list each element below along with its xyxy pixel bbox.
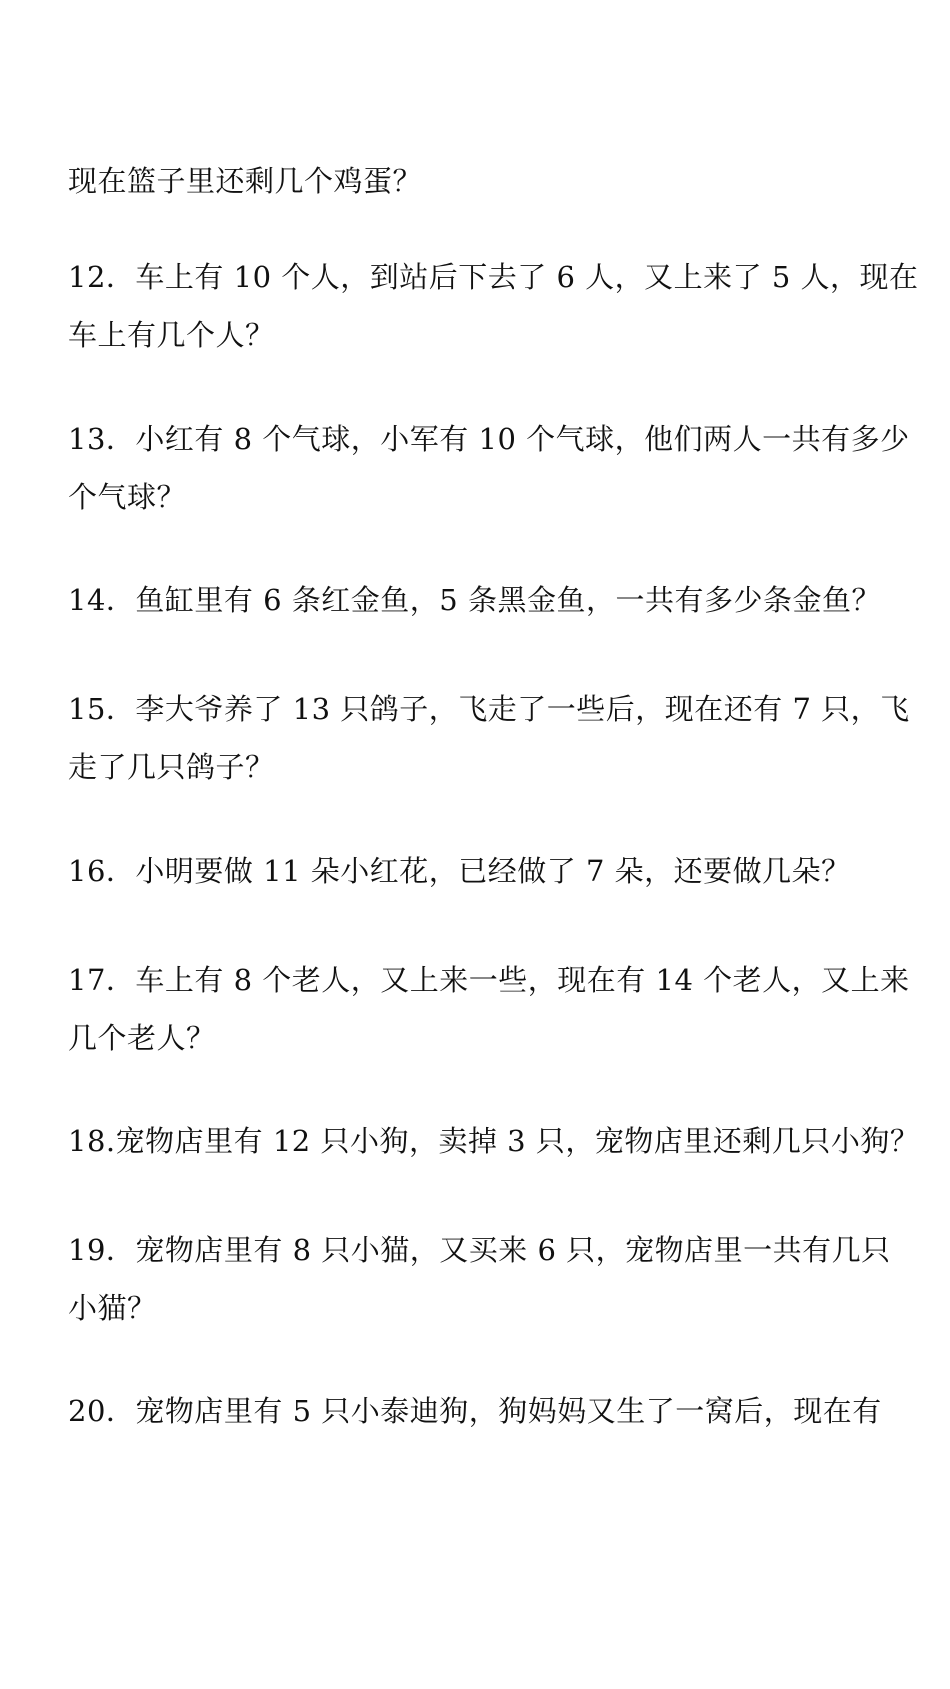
text-line: 14．鱼缸里有 6 条红金鱼，5 条黑金鱼，一共有多少条金鱼？ bbox=[68, 583, 881, 617]
problem-17 bbox=[68, 951, 910, 1067]
text-line: 17．车上有 8 个老人，又上来一些，现在有 14 个老人，又上来 bbox=[68, 963, 910, 997]
problem-13 bbox=[68, 410, 910, 526]
problem-16 bbox=[68, 842, 888, 900]
problem-14 bbox=[68, 571, 888, 629]
text-line: 个气球？ bbox=[68, 480, 187, 514]
paragraph-11-continuation bbox=[68, 152, 888, 210]
problem-18 bbox=[68, 1112, 920, 1170]
text-line: 小猫？ bbox=[68, 1291, 157, 1325]
problem-12 bbox=[68, 248, 919, 364]
text-line: 15．李大爷养了 13 只鸽子，飞走了一些后，现在还有 7 只，飞 bbox=[68, 692, 910, 726]
problem-19 bbox=[68, 1221, 891, 1337]
text-line: 几个老人？ bbox=[68, 1021, 216, 1055]
problem-15 bbox=[68, 680, 910, 796]
text-line: 16．小明要做 11 朵小红花，已经做了 7 朵，还要做几朵？ bbox=[68, 854, 851, 888]
text-line: 20．宠物店里有 5 只小泰迪狗，狗妈妈又生了一窝后，现在有 bbox=[68, 1394, 882, 1428]
text-line: 现在篮子里还剩几个鸡蛋？ bbox=[68, 164, 423, 198]
text-line: 车上有几个人？ bbox=[68, 318, 275, 352]
text-line: 走了几只鸽子？ bbox=[68, 750, 275, 784]
text-line: 19．宠物店里有 8 只小猫，又买来 6 只，宠物店里一共有几只 bbox=[68, 1233, 891, 1267]
problem-20 bbox=[68, 1382, 888, 1440]
text-line: 13．小红有 8 个气球，小军有 10 个气球，他们两人一共有多少 bbox=[68, 422, 910, 456]
text-line: 18.宠物店里有 12 只小狗，卖掉 3 只，宠物店里还剩几只小狗？ bbox=[68, 1124, 920, 1158]
text-line: 12．车上有 10 个人，到站后下去了 6 人，又上来了 5 人，现在 bbox=[68, 260, 919, 294]
